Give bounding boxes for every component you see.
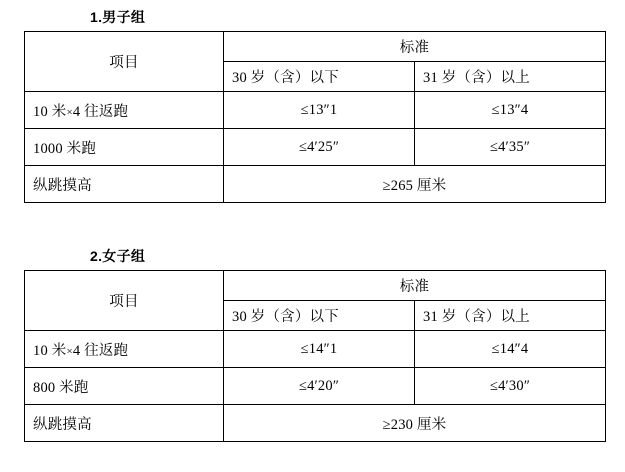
row-item-text-suffix: 4 往返跑 <box>72 103 129 120</box>
section-womens-group <box>0 247 625 442</box>
row-item-800m-run: 800 米跑 <box>25 368 224 405</box>
row-value-merged: ≥230 厘米 <box>224 405 606 442</box>
standards-table-womens <box>24 270 606 442</box>
row-value-over-31: ≤13″4 <box>415 92 606 129</box>
row-item-vertical-jump: 纵跳摸高 <box>25 405 224 442</box>
section-title-womens: 2.女子组 <box>90 248 146 264</box>
header-standard-label: 标准 <box>224 271 606 301</box>
row-item-vertical-jump: 纵跳摸高 <box>25 166 224 203</box>
row-value-over-31: ≤4′30″ <box>415 368 606 405</box>
row-item-text-prefix: 10 米 <box>33 103 67 120</box>
row-value-over-31: ≤4′35″ <box>415 129 606 166</box>
standards-table-mens <box>24 31 606 203</box>
row-item-text-prefix: 10 米 <box>33 342 67 359</box>
header-col-age-under-30: 30 岁（含）以下 <box>224 62 415 92</box>
row-value-under-30: ≤4′25″ <box>224 129 415 166</box>
row-value-under-30: ≤14″1 <box>224 331 415 368</box>
table-header-row <box>25 32 606 62</box>
row-value-under-30: ≤4′20″ <box>224 368 415 405</box>
row-value-over-31: ≤14″4 <box>415 331 606 368</box>
header-item-label: 项目 <box>25 271 224 331</box>
table-row <box>25 129 606 166</box>
header-col-age-over-31: 31 岁（含）以上 <box>415 62 606 92</box>
table-row <box>25 166 606 203</box>
row-item-text-multiplier: × <box>66 106 73 119</box>
row-item-shuttle-run <box>25 331 224 368</box>
section-title-mens: 1.男子组 <box>90 9 146 25</box>
row-item-1000m-run: 1000 米跑 <box>25 129 224 166</box>
header-standard-label: 标准 <box>224 32 606 62</box>
row-value-merged: ≥265 厘米 <box>224 166 606 203</box>
table-row <box>25 92 606 129</box>
table-row <box>25 405 606 442</box>
header-col-age-under-30: 30 岁（含）以下 <box>224 301 415 331</box>
table-row <box>25 368 606 405</box>
row-item-text-multiplier: × <box>66 345 73 358</box>
row-item-text-suffix: 4 往返跑 <box>72 342 129 359</box>
section-mens-group <box>0 8 625 203</box>
table-header-row <box>25 271 606 301</box>
header-item-label: 项目 <box>25 32 224 92</box>
header-col-age-over-31: 31 岁（含）以上 <box>415 301 606 331</box>
row-value-under-30: ≤13″1 <box>224 92 415 129</box>
row-item-shuttle-run <box>25 92 224 129</box>
table-row <box>25 331 606 368</box>
